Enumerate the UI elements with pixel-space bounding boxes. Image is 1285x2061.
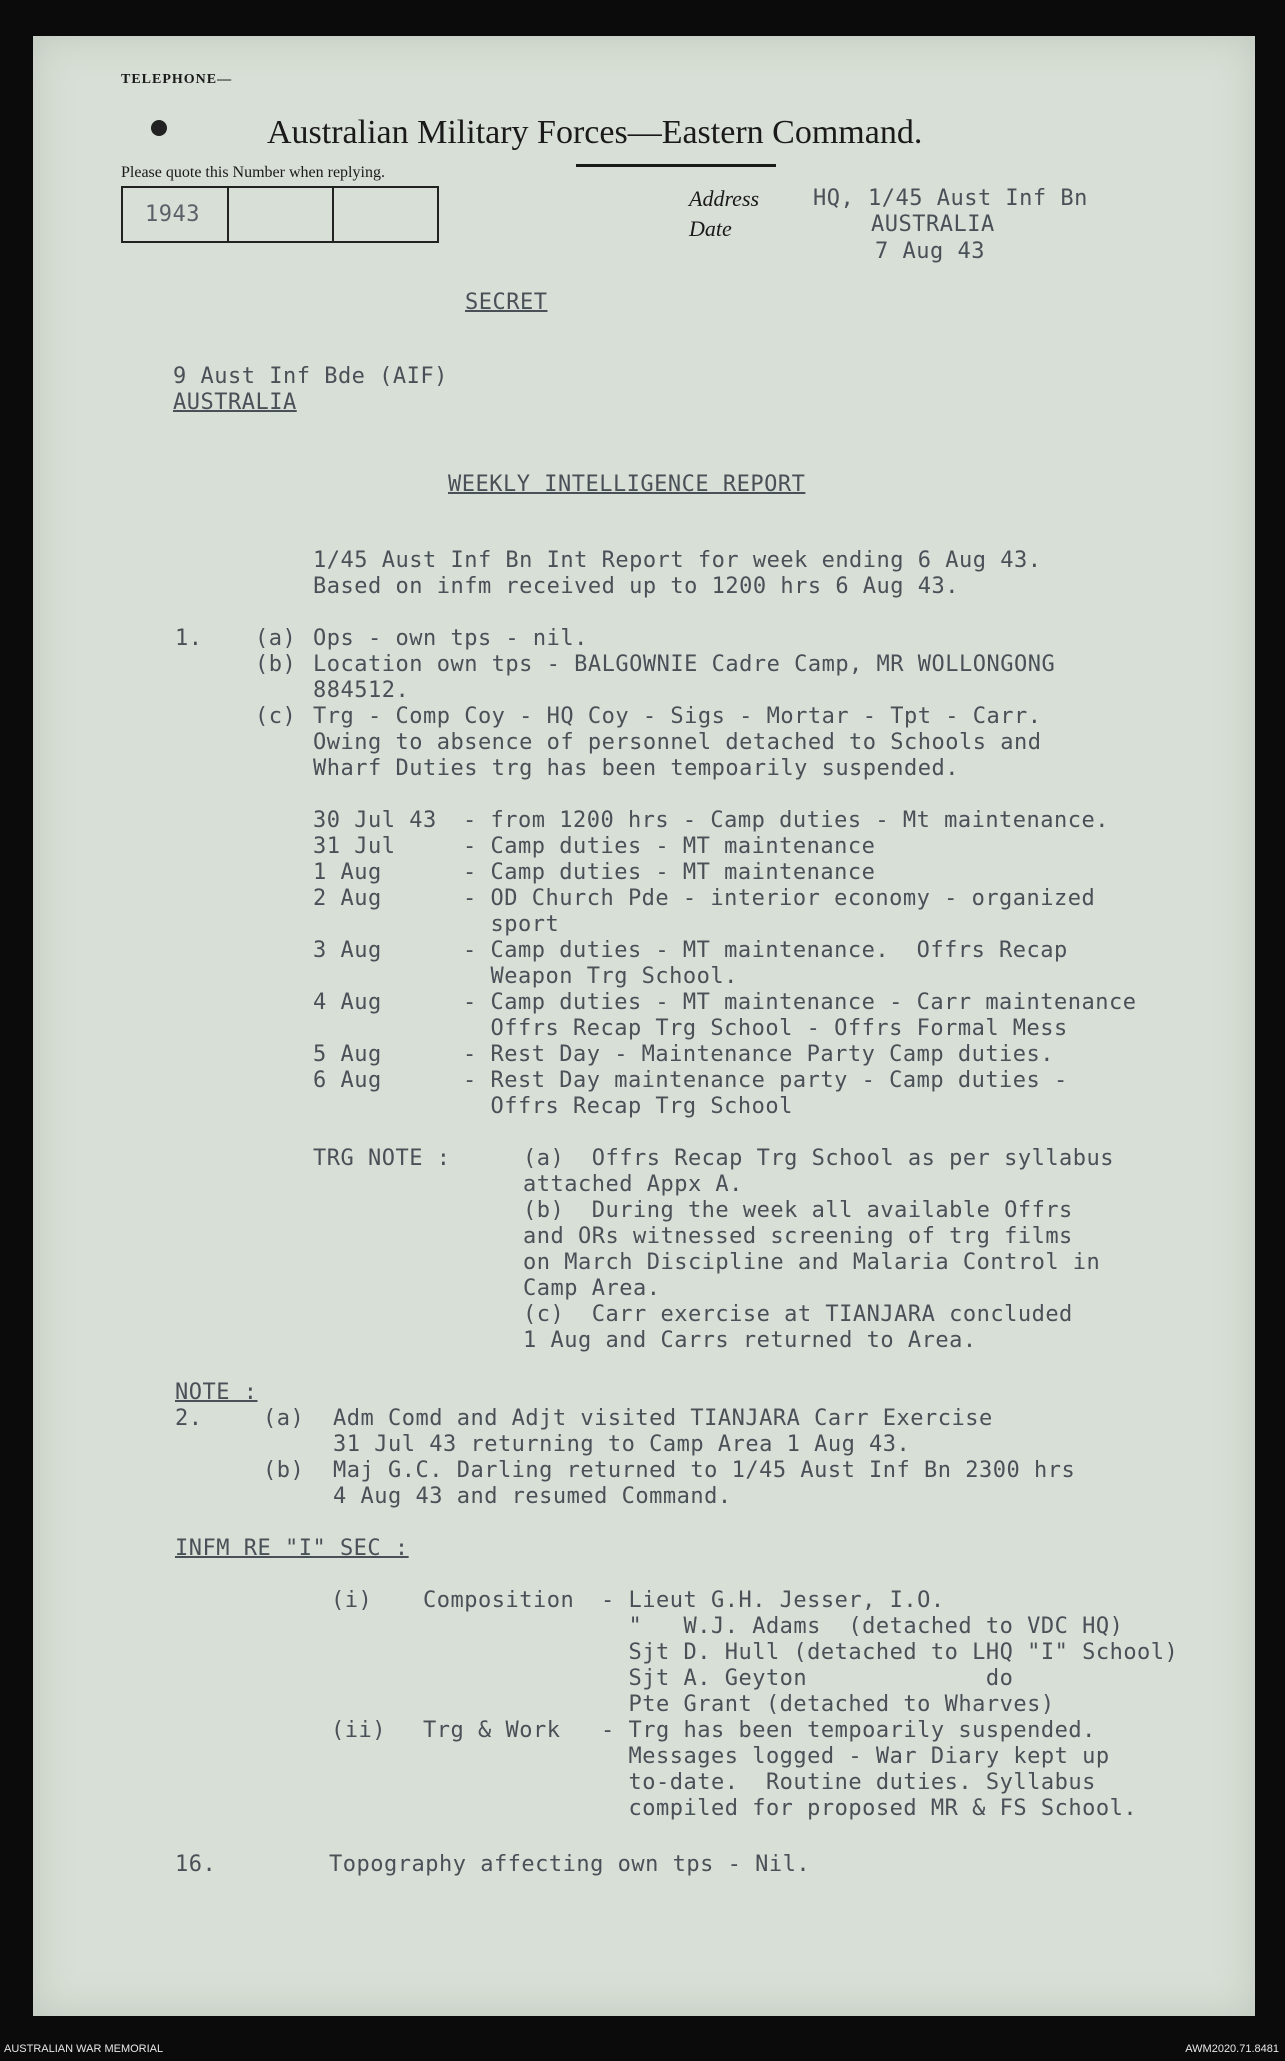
ink-spot <box>151 120 167 136</box>
schedule-entry: - OD Church Pde - interior economy - organized <box>463 886 1096 911</box>
document-page <box>33 36 1255 2016</box>
infm-ii-label: (ii) <box>331 1718 386 1743</box>
schedule-entry-cont: Offrs Recap Trg School - Offrs Formal Mess <box>463 1016 1068 1041</box>
schedule-entry: - Rest Day - Maintenance Party Camp duties. <box>463 1042 1055 1067</box>
schedule-date: 1 Aug <box>313 860 382 885</box>
trg-note-line: and ORs witnessed screening of trg films <box>523 1224 1073 1249</box>
schedule-date: 30 Jul 43 <box>313 808 437 833</box>
intro-line-2: Based on infm received up to 1200 hrs 6 Aug 43. <box>313 574 960 599</box>
composition-line: - Lieut G.H. Jesser, I.O. <box>601 1588 945 1613</box>
address-line-1: HQ, 1/45 Aust Inf Bn <box>813 186 1088 211</box>
item-c-text-1: Trg - Comp Coy - HQ Coy - Sigs - Mortar - Tpt - Carr. <box>313 704 1042 729</box>
composition-line: Sjt D. Hull (detached to LHQ "I" School) <box>601 1640 1179 1665</box>
recipient-line-1: 9 Aust Inf Bde (AIF) <box>173 364 448 389</box>
item-b-text-2: 884512. <box>313 678 410 703</box>
item-c-label: (c) <box>255 704 297 729</box>
trg-note-line: (b) During the week all available Offrs <box>523 1198 1073 1223</box>
schedule-entry-cont: sport <box>463 912 560 937</box>
infm-ii-heading: Trg & Work <box>423 1718 561 1743</box>
schedule-entry: - from 1200 hrs - Camp duties - Mt maintenance. <box>463 808 1110 833</box>
trg-work-line: Messages logged - War Diary kept up <box>601 1744 1110 1769</box>
schedule-entry: - Camp duties - MT maintenance. Offrs Recap <box>463 938 1068 963</box>
letterhead-title: Australian Military Forces—Eastern Command. <box>267 114 923 151</box>
trg-work-line: compiled for proposed MR & FS School. <box>601 1796 1138 1821</box>
schedule-date: 3 Aug <box>313 938 382 963</box>
section-2-number: 2. <box>175 1406 203 1431</box>
item-c-text-3: Wharf Duties trg has been tempoarily suspended. <box>313 756 960 781</box>
infm-i-label: (i) <box>331 1588 373 1613</box>
date-label: Date <box>689 216 732 241</box>
telephone-label: TELEPHONE— <box>121 72 233 87</box>
trg-work-line: - Trg has been tempoarily suspended. <box>601 1718 1096 1743</box>
schedule-entry: - Camp duties - MT maintenance - Carr maintenance <box>463 990 1137 1015</box>
ref-box-divider <box>227 188 229 241</box>
reference-number-box <box>121 186 439 243</box>
trg-work-line: to-date. Routine duties. Syllabus <box>601 1770 1096 1795</box>
trg-note-line: 1 Aug and Carrs returned to Area. <box>523 1328 977 1353</box>
report-title: WEEKLY INTELLIGENCE REPORT <box>448 472 806 497</box>
note-a-label: (a) <box>263 1406 305 1431</box>
trg-note-line: on March Discipline and Malaria Control in <box>523 1250 1101 1275</box>
infm-i-heading: Composition <box>423 1588 575 1613</box>
trg-note-label: TRG NOTE : <box>313 1146 451 1171</box>
section-16-number: 16. <box>175 1852 217 1877</box>
schedule-entry: - Rest Day maintenance party - Camp duties - <box>463 1068 1068 1093</box>
schedule-entry: - Camp duties - MT maintenance <box>463 834 876 859</box>
note-b-label: (b) <box>263 1458 305 1483</box>
address-label: Address <box>689 186 760 211</box>
composition-line: Pte Grant (detached to Wharves) <box>601 1692 1055 1717</box>
section-16-text: Topography affecting own tps - Nil. <box>329 1852 811 1877</box>
section-1-number: 1. <box>175 626 203 651</box>
note-b-line-1: Maj G.C. Darling returned to 1/45 Aust Inf Bn 2300 hrs <box>333 1458 1076 1483</box>
note-a-line-1: Adm Comd and Adjt visited TIANJARA Carr Exercise <box>333 1406 993 1431</box>
trg-note-line: attached Appx A. <box>523 1172 743 1197</box>
letter-date: 7 Aug 43 <box>875 239 985 264</box>
ref-box-divider <box>332 188 334 241</box>
schedule-entry: - Camp duties - MT maintenance <box>463 860 876 885</box>
schedule-entry-cont: Weapon Trg School. <box>463 964 738 989</box>
schedule-date: 31 Jul <box>313 834 396 859</box>
item-b-label: (b) <box>255 652 297 677</box>
note-a-line-2: 31 Jul 43 returning to Camp Area 1 Aug 43. <box>333 1432 911 1457</box>
schedule-date: 4 Aug <box>313 990 382 1015</box>
intro-line-1: 1/45 Aust Inf Bn Int Report for week ending 6 Aug 43. <box>313 548 1042 573</box>
schedule-date: 6 Aug <box>313 1068 382 1093</box>
trg-note-line: (a) Offrs Recap Trg School as per syllabus <box>523 1146 1115 1171</box>
address-line-2: AUSTRALIA <box>871 212 995 237</box>
note-label: NOTE : <box>175 1380 258 1405</box>
composition-line: " W.J. Adams (detached to VDC HQ) <box>601 1614 1124 1639</box>
schedule-date: 2 Aug <box>313 886 382 911</box>
composition-line: Sjt A. Geyton do <box>601 1666 1014 1691</box>
quote-note: Please quote this Number when replying. <box>121 164 385 181</box>
item-c-text-2: Owing to absence of personnel detached to Schools and <box>313 730 1042 755</box>
schedule-entry-cont: Offrs Recap Trg School <box>463 1094 793 1119</box>
classification: SECRET <box>465 290 548 315</box>
item-b-text-1: Location own tps - BALGOWNIE Cadre Camp, MR WOLLONGONG <box>313 652 1056 677</box>
footer-institution: AUSTRALIAN WAR MEMORIAL <box>4 2043 164 2055</box>
ref-year: 1943 <box>145 202 200 227</box>
infm-label: INFM RE "I" SEC : <box>175 1536 409 1561</box>
item-a-text: Ops - own tps - nil. <box>313 626 588 651</box>
trg-note-line: (c) Carr exercise at TIANJARA concluded <box>523 1302 1073 1327</box>
schedule-date: 5 Aug <box>313 1042 382 1067</box>
letterhead-rule <box>576 164 776 167</box>
recipient-line-2: AUSTRALIA <box>173 390 297 415</box>
note-b-line-2: 4 Aug 43 and resumed Command. <box>333 1484 732 1509</box>
item-a-label: (a) <box>255 626 297 651</box>
footer-accession: AWM2020.71.8481 <box>1185 2043 1279 2055</box>
trg-note-line: Camp Area. <box>523 1276 661 1301</box>
